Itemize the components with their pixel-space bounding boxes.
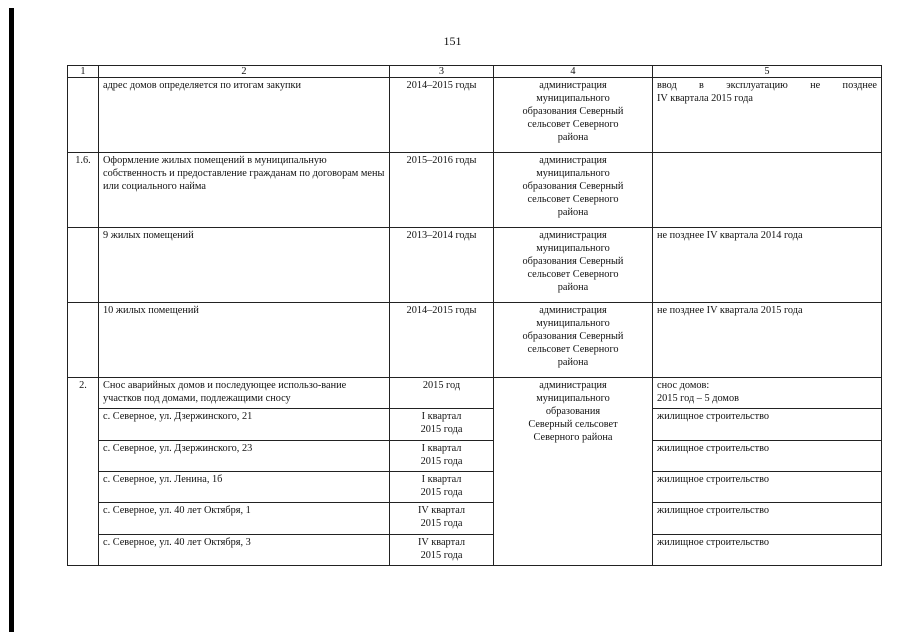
result-cell: не позднее IV квартала 2014 года <box>653 228 882 303</box>
description-cell: Снос аварийных домов и последующее использо-вание участков под домами, подлежащими сносу <box>99 378 390 409</box>
executor-line: района <box>557 282 589 294</box>
table-row <box>68 303 882 378</box>
executor-line: администрация <box>539 155 607 166</box>
executor-line: сельсовет Северного <box>527 344 619 356</box>
row-number-cell <box>68 228 99 303</box>
row-number-cell: 2. <box>68 378 99 566</box>
executor-line: администрация <box>539 230 607 241</box>
address-cell: с. Северное, ул. Дзержинского, 23 <box>99 441 390 472</box>
address-cell: с. Северное, ул. 40 лет Октября, 1 <box>99 503 390 535</box>
table-row <box>68 378 882 409</box>
result-line: IV квартала 2015 года <box>657 93 753 105</box>
period-line: 2015 года <box>420 456 463 468</box>
executor-line: района <box>557 357 589 369</box>
table-row <box>68 409 882 441</box>
executor-line: сельсовет Северного <box>527 269 619 281</box>
executor-line: образования <box>545 406 601 418</box>
executor-line: муниципального <box>536 318 610 330</box>
executor-cell <box>494 153 653 228</box>
description-cell: 10 жилых помещений <box>99 303 390 378</box>
result-cell <box>653 378 882 409</box>
executor-line: образования Северный <box>522 256 624 268</box>
column-header-2: 2 <box>99 66 390 78</box>
period-line: 2015 года <box>420 487 463 499</box>
description-cell: 9 жилых помещений <box>99 228 390 303</box>
description-cell: Оформление жилых помещений в муниципальную собственность и предоставление гражданам по договорам мены или социального найма <box>99 153 390 228</box>
period-line: IV квартал <box>418 537 465 548</box>
period-line: I квартал <box>421 474 462 485</box>
executor-line: муниципального <box>536 393 610 405</box>
table-row <box>68 472 882 503</box>
result-cell <box>653 153 882 228</box>
period-cell: 2013–2014 годы <box>390 228 494 303</box>
page-number: 151 <box>443 34 462 48</box>
executor-line: сельсовет Северного <box>527 194 619 206</box>
result-cell: не позднее IV квартала 2015 года <box>653 303 882 378</box>
column-header-3: 3 <box>390 66 494 78</box>
executor-line: образования Северный <box>522 331 624 343</box>
period-line: I квартал <box>421 411 462 422</box>
executor-cell <box>494 378 653 566</box>
executor-line: района <box>557 207 589 219</box>
executor-line: образования Северный <box>522 181 624 193</box>
row-number-cell: 1.6. <box>68 153 99 228</box>
period-cell: 2015 год <box>390 378 494 409</box>
executor-line: Северного района <box>533 432 613 444</box>
result-cell: жилищное строительство <box>653 472 882 503</box>
result-line: 2015 год – 5 домов <box>657 393 739 405</box>
table-row <box>68 503 882 535</box>
address-cell: с. Северное, ул. Ленина, 1б <box>99 472 390 503</box>
column-header-4: 4 <box>494 66 653 78</box>
column-header-1: 1 <box>68 66 99 78</box>
row-number-cell <box>68 78 99 153</box>
executor-line: администрация <box>539 80 607 91</box>
executor-line: района <box>557 132 589 144</box>
period-cell <box>390 409 494 441</box>
period-cell <box>390 472 494 503</box>
executor-line: Северный сельсовет <box>528 419 618 431</box>
executor-line: сельсовет Северного <box>527 119 619 131</box>
period-line: I квартал <box>421 443 462 454</box>
result-cell: жилищное строительство <box>653 409 882 441</box>
period-line: IV квартал <box>418 505 465 516</box>
period-cell <box>390 535 494 566</box>
row-number-cell <box>68 303 99 378</box>
executor-line: администрация <box>539 305 607 316</box>
table-row <box>68 535 882 566</box>
result-cell <box>653 78 882 153</box>
table-row <box>68 228 882 303</box>
executor-cell <box>494 303 653 378</box>
address-cell: с. Северное, ул. 40 лет Октября, 3 <box>99 535 390 566</box>
result-line: ввод в эксплуатацию не позднее <box>657 80 877 91</box>
executor-line: администрация <box>539 380 607 391</box>
result-cell: жилищное строительство <box>653 503 882 535</box>
table-row <box>68 78 882 153</box>
executor-line: муниципального <box>536 243 610 255</box>
period-line: 2015 года <box>420 518 463 530</box>
executor-line: муниципального <box>536 93 610 105</box>
result-line: снос домов: <box>657 380 710 391</box>
header-row <box>68 66 882 78</box>
period-cell: 2014–2015 годы <box>390 78 494 153</box>
binding-bar <box>9 8 14 632</box>
address-cell: с. Северное, ул. Дзержинского, 21 <box>99 409 390 441</box>
period-cell <box>390 503 494 535</box>
result-cell: жилищное строительство <box>653 441 882 472</box>
period-cell: 2014–2015 годы <box>390 303 494 378</box>
table-row <box>68 153 882 228</box>
executor-cell <box>494 78 653 153</box>
period-cell: 2015–2016 годы <box>390 153 494 228</box>
table-row <box>68 441 882 472</box>
executor-cell <box>494 228 653 303</box>
period-line: 2015 года <box>420 550 463 562</box>
plan-table <box>67 65 882 566</box>
period-line: 2015 года <box>420 424 463 436</box>
column-header-5: 5 <box>653 66 882 78</box>
executor-line: муниципального <box>536 168 610 180</box>
result-cell: жилищное строительство <box>653 535 882 566</box>
description-cell: адрес домов определяется по итогам закупки <box>99 78 390 153</box>
executor-line: образования Северный <box>522 106 624 118</box>
period-cell <box>390 441 494 472</box>
